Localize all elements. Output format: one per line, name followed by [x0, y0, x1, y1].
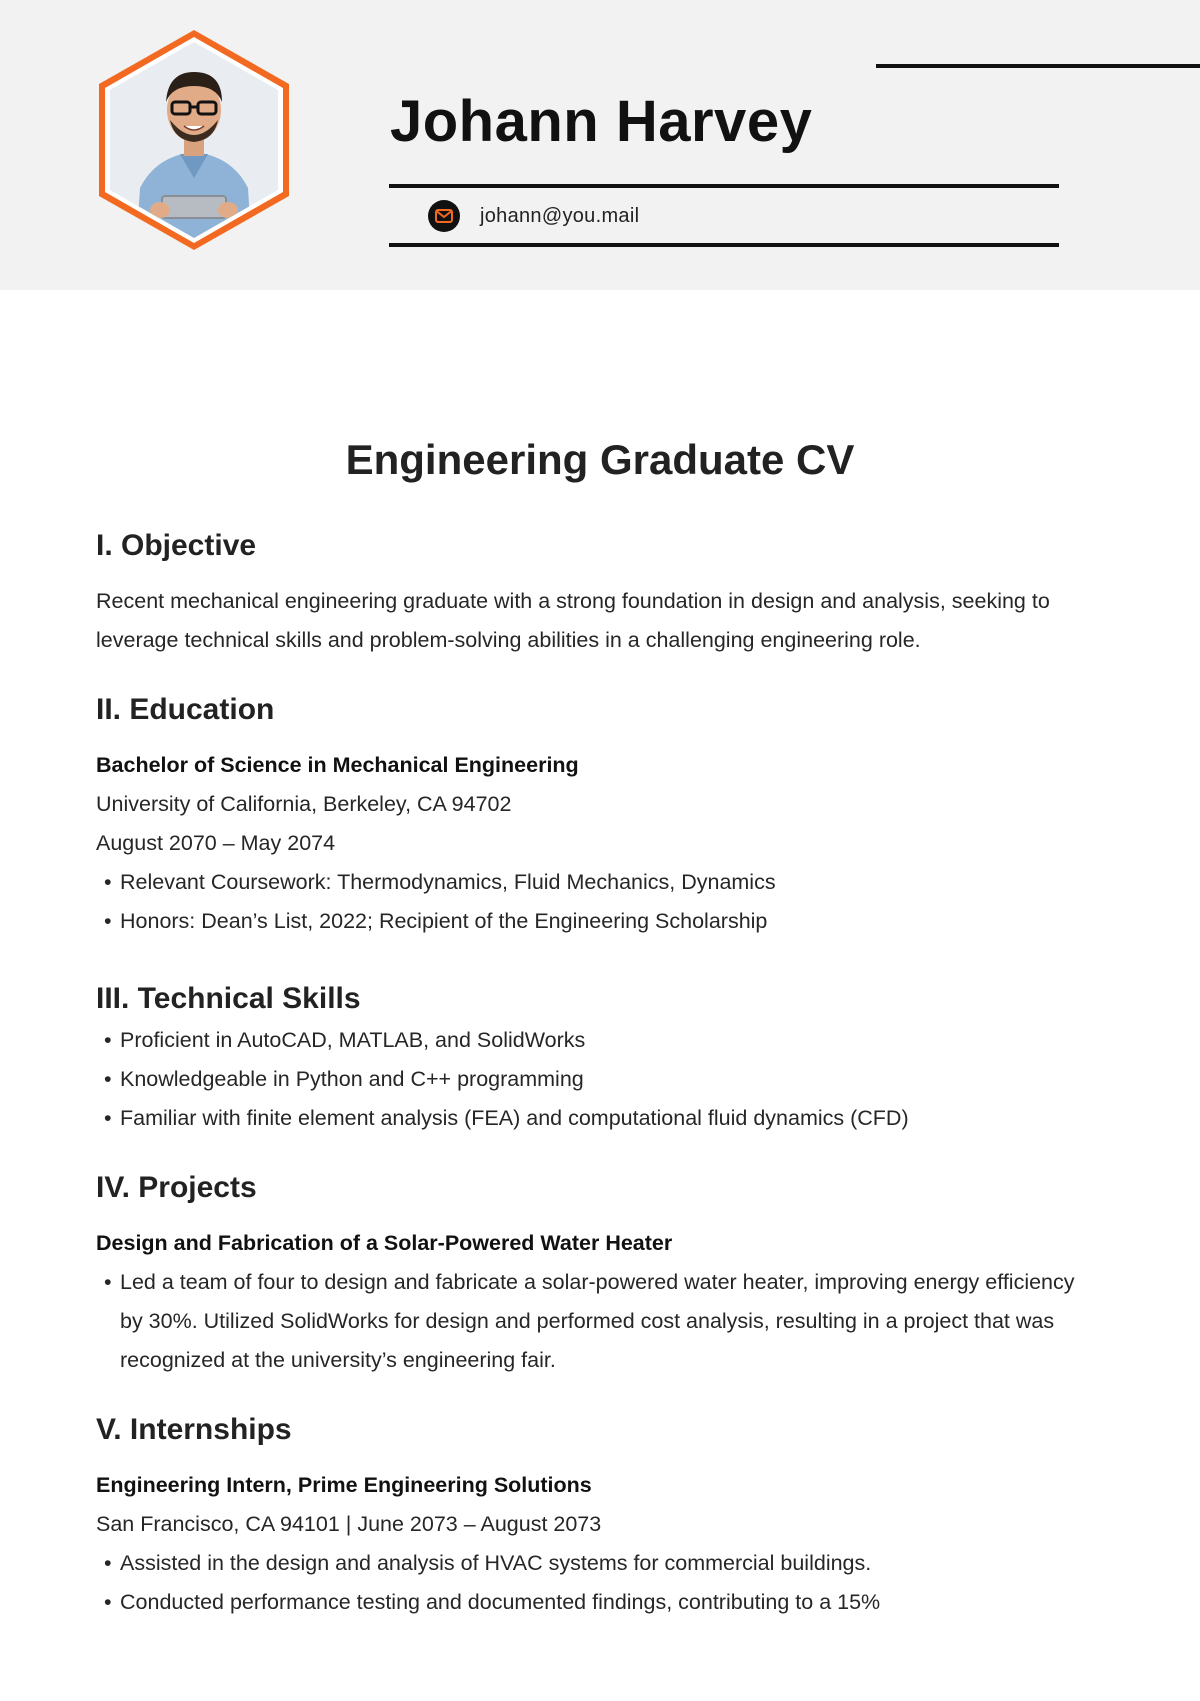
- skills-list: [96, 1021, 1076, 1138]
- internship-title: Engineering Intern, Prime Engineering Solutions: [96, 1473, 592, 1497]
- decorative-rule-top: [876, 64, 1200, 68]
- profile-photo: [96, 28, 292, 252]
- list-item: • Knowledgeable in Python and C++ programming: [104, 1060, 1076, 1099]
- list-item: • Led a team of four to design and fabricate a solar-powered water heater, improving energy efficiency by 30%. Utilized SolidWorks for design and performed cost analysis, resulting in a project that was recognized at the university’s engineering fair.: [104, 1263, 1076, 1380]
- section-heading: V. Internships: [96, 1413, 292, 1446]
- cv-content: [96, 524, 1076, 1622]
- list-item: • Relevant Coursework: Thermodynamics, Fluid Mechanics, Dynamics: [104, 863, 1076, 902]
- list-item: • Familiar with finite element analysis (FEA) and computational fluid dynamics (CFD): [104, 1099, 1076, 1138]
- contact-row: [428, 199, 639, 233]
- internships-list: [96, 1544, 1076, 1622]
- list-item: • Assisted in the design and analysis of HVAC systems for commercial buildings.: [104, 1544, 1076, 1583]
- list-item: • Honors: Dean’s List, 2022; Recipient of the Engineering Scholarship: [104, 902, 1076, 941]
- internship-meta: San Francisco, CA 94101 | June 2073 – August 2073: [96, 1512, 602, 1536]
- objective-section: [96, 524, 1076, 660]
- section-heading: I. Objective: [96, 529, 257, 562]
- projects-list: [96, 1263, 1076, 1380]
- email-address[interactable]: johann@you.mail: [480, 204, 640, 227]
- school-line: University of California, Berkeley, CA 94702: [96, 792, 512, 816]
- projects-section: [96, 1166, 1076, 1380]
- candidate-name: Johann Harvey: [390, 89, 813, 154]
- objective-text: Recent mechanical engineering graduate with a strong foundation in design and analysis, seeking to leverage technical skills and problem-solving abilities in a challenging engineering role.: [96, 589, 1050, 652]
- list-item: • Proficient in AutoCAD, MATLAB, and SolidWorks: [104, 1021, 1076, 1060]
- section-heading: III. Technical Skills: [96, 982, 361, 1015]
- mail-icon: [428, 200, 460, 232]
- internships-section: [96, 1408, 1076, 1622]
- education-list: [96, 863, 1076, 941]
- section-heading: II. Education: [96, 693, 275, 726]
- project-title: Design and Fabrication of a Solar-Powered Water Heater: [96, 1231, 673, 1255]
- header-rule: [389, 184, 1059, 188]
- header-rule: [389, 243, 1059, 247]
- education-section: [96, 688, 1076, 941]
- list-item: • Conducted performance testing and documented findings, contributing to a 15%: [104, 1583, 1076, 1622]
- section-heading: IV. Projects: [96, 1171, 257, 1204]
- degree-title: Bachelor of Science in Mechanical Engineering: [96, 753, 579, 777]
- document-title: Engineering Graduate CV: [345, 436, 855, 483]
- education-dates: August 2070 – May 2074: [96, 831, 336, 855]
- skills-section: [96, 977, 1076, 1138]
